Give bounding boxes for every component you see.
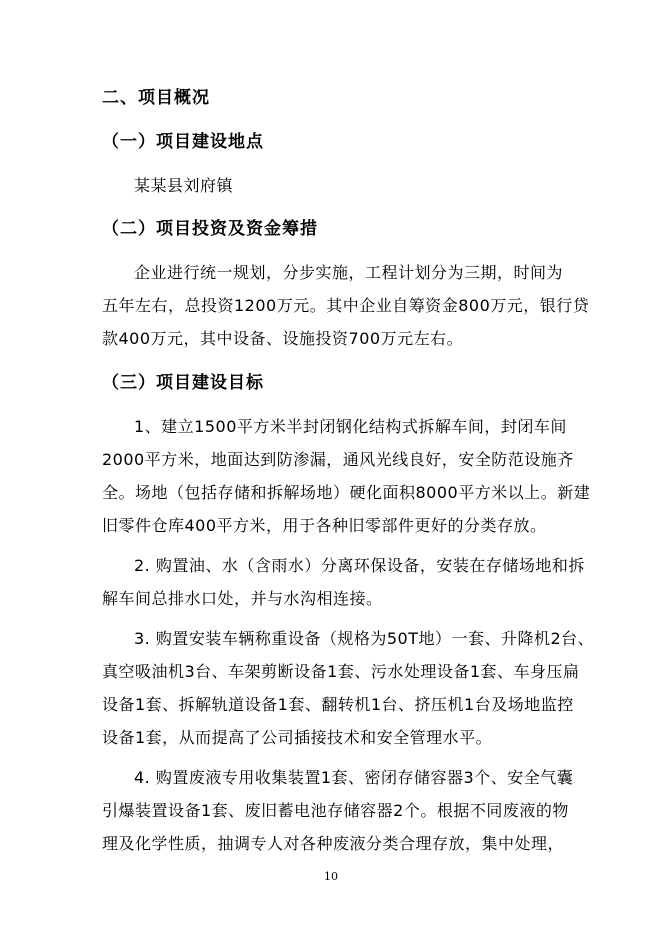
goal-item-2-line: 解车间总排水口处，并与水沟相连接。 xyxy=(102,589,383,608)
investment-line: 款400万元，其中设备、设施投资700万元左右。 xyxy=(102,329,464,348)
goal-item-3-line: 设备1套、拆解轨道设备1套、翻转机1台、挤压机1台及场地监控 xyxy=(102,695,574,714)
subsection-heading-location: （一）项目建设地点 xyxy=(102,132,264,152)
goal-item-2-line: 2. 购置油、水（含雨水）分离环保设备，安装在存储场地和拆 xyxy=(134,556,585,575)
goal-item-4-line: 理及化学性质，抽调专人对各种废液分类合理存放，集中处理， xyxy=(102,834,565,853)
subsection-heading-goals: （三）项目建设目标 xyxy=(102,373,264,393)
goal-item-4-line: 引爆装置设备1套、废旧蓄电池存储容器2个。根据不同废液的物 xyxy=(102,801,569,820)
goal-item-3-line: 真空吸油机3台、车架剪断设备1套、污水处理设备1套、车身压扁 xyxy=(102,662,580,681)
goal-item-1-line: 2000平方米，地面达到防渗漏，通风光线良好，安全防范设施齐 xyxy=(102,450,574,469)
location-text: 某某县刘府镇 xyxy=(134,176,234,195)
goal-item-3-line: 设备1套，从而提高了公司插接技术和安全管理水平。 xyxy=(102,728,493,747)
investment-line: 五年左右，总投资1200万元。其中企业自筹资金800万元，银行贷 xyxy=(102,296,590,315)
subsection-heading-investment: （二）项目投资及资金筹措 xyxy=(102,219,318,239)
goal-item-4-line: 4. 购置废液专用收集装置1套、密闭存储容器3个、安全气囊 xyxy=(134,768,574,787)
investment-line: 企业进行统一规划，分步实施，工程计划分为三期，时间为 xyxy=(134,263,564,282)
page-number: 10 xyxy=(324,870,338,883)
goal-item-3-line: 3. 购置安装车辆称重设备（规格为50T地）一套、升降机2台、 xyxy=(134,629,595,648)
section-title: 二、项目概况 xyxy=(102,88,210,108)
goal-item-1-line: 1、建立1500平方米半封闭钢化结构式拆解车间，封闭车间 xyxy=(134,417,567,436)
goal-item-1-line: 旧零件仓库400平方米，用于各种旧零部件更好的分类存放。 xyxy=(102,516,547,535)
goal-item-1-line: 全。场地（包括存储和拆解场地）硬化面积8000平方米以上。新建 xyxy=(102,483,591,502)
